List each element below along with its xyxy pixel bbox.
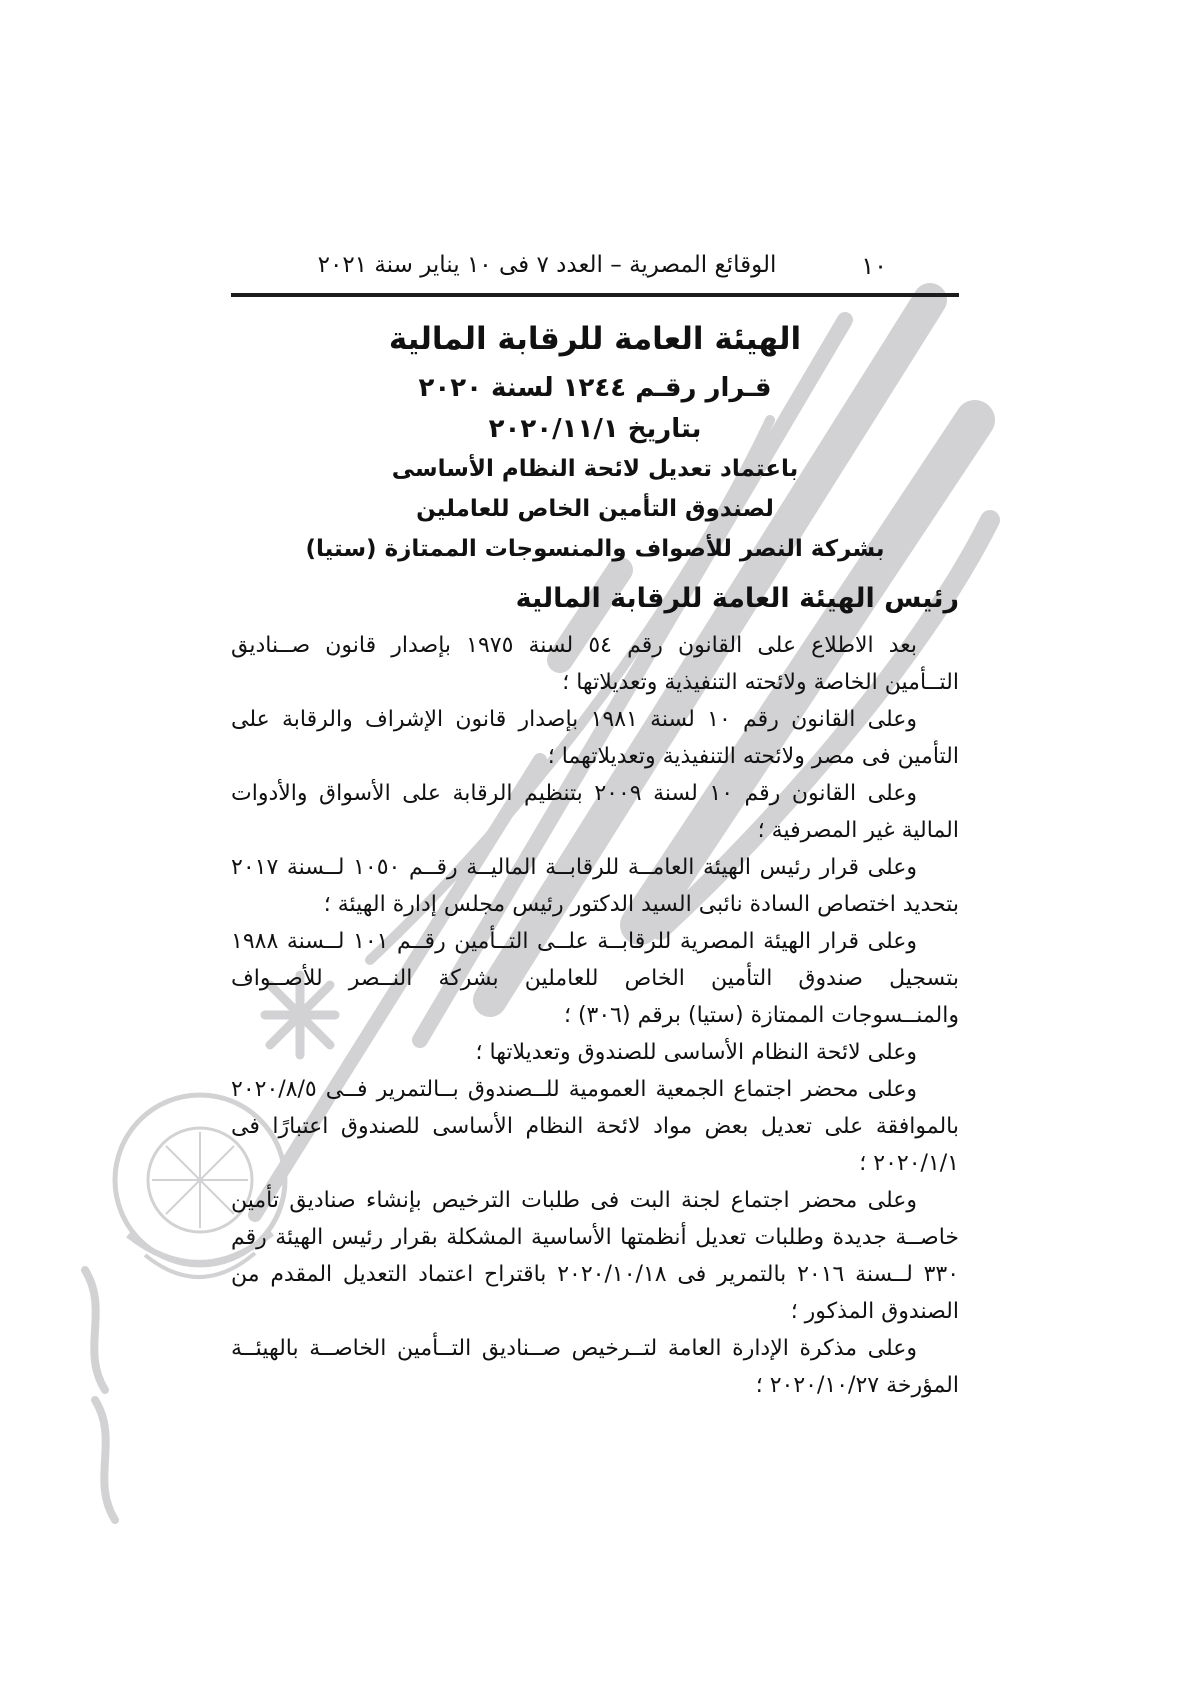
header-divider [231,293,959,297]
recital-paragraph: وعلى مذكرة الإدارة العامة لتــرخيص صــناديق التــأمين الخاصــة بالهيئــة المؤرخة ٢٠٢٠/١٠/٢٧ ؛ [231,1336,959,1398]
recitals [231,627,959,1404]
decree-subject-line-1: باعتماد تعديل لائحة النظام الأساسى [391,456,799,482]
recital-paragraph: وعلى محضر اجتماع لجنة البت فى طلبات الترخيص بإنشاء صناديق تأمين خاصــة جديدة وطلبات تعديل أنظمتها الأساسية المشكلة بقرار رئيس الهيئة رقم ٣٣٠ لــسنة ٢٠١٦ بالتمرير فى ٢٠٢٠/١٠/١٨ باقتراح اعتماد التعديل المقدم من الصندوق المذكور ؛ [231,1188,960,1324]
gazette-masthead: الوقائع المصرية – العدد ٧ فى ١٠ يناير سنة ٢٠٢١ [317,252,777,278]
page-header [231,247,959,285]
decree-number: قـرار رقـم ١٢٤٤ لسنة ٢٠٢٠ [418,373,772,403]
recital-paragraph: وعلى محضر اجتماع الجمعية العمومية للــصندوق بــالتمرير فــى ٢٠٢٠/٨/٥ بالموافقة على تعديل بعض مواد لائحة النظام الأساسى للصندوق اعتبارًا فى ٢٠٢٠/١/١ ؛ [231,1077,959,1176]
recital-paragraph: وعلى قرار الهيئة المصرية للرقابــة علــى التــأمين رقــم ١٠١ لــسنة ١٩٨٨ بتسجيل صندوق التأمين الخاص للعاملين بشركة النــصر للأصــواف والمنــسوجات الممتازة (ستيا) برقم (٣٠٦) ؛ [231,929,959,1028]
recital-paragraph: بعد الاطلاع على القانون رقم ٥٤ لسنة ١٩٧٥ بإصدار قانون صــناديق التــأمين الخاصة ولائحته التنفيذية وتعديلاتها ؛ [231,633,959,695]
gazette-page-content [231,0,959,1404]
decree-subject-line-2: لصندوق التأمين الخاص للعاملين [416,496,774,522]
decree-subject-line-3: بشركة النصر للأصواف والمنسوجات الممتازة (ستيا) [305,536,885,562]
decree-authority-title: الهيئة العامة للرقابة المالية [388,321,802,357]
recital-paragraph: وعلى لائحة النظام الأساسى للصندوق وتعديلاتها ؛ [475,1040,917,1065]
decree-date: بتاريخ ٢٠٢٠/١١/١ [488,414,702,444]
recital-paragraph: وعلى القانون رقم ١٠ لسنة ٢٠٠٩ بتنظيم الرقابة على الأسواق والأدوات المالية غير المصرفية ؛ [231,781,959,843]
decree-title-block [231,319,959,565]
recital-paragraph: وعلى قرار رئيس الهيئة العامــة للرقابــة الماليــة رقــم ١٠٥٠ لــسنة ٢٠١٧ بتحديد اختصاص السادة نائبى السيد الدكتور رئيس مجلس إدارة الهيئة ؛ [231,855,959,917]
issuer-heading: رئيس الهيئة العامة للرقابة المالية [515,583,959,614]
page-number: ١٠ [861,252,887,280]
recital-paragraph: وعلى القانون رقم ١٠ لسنة ١٩٨١ بإصدار قانون الإشراف والرقابة على التأمين فى مصر ولائحته التنفيذية وتعديلاتهما ؛ [231,707,959,769]
